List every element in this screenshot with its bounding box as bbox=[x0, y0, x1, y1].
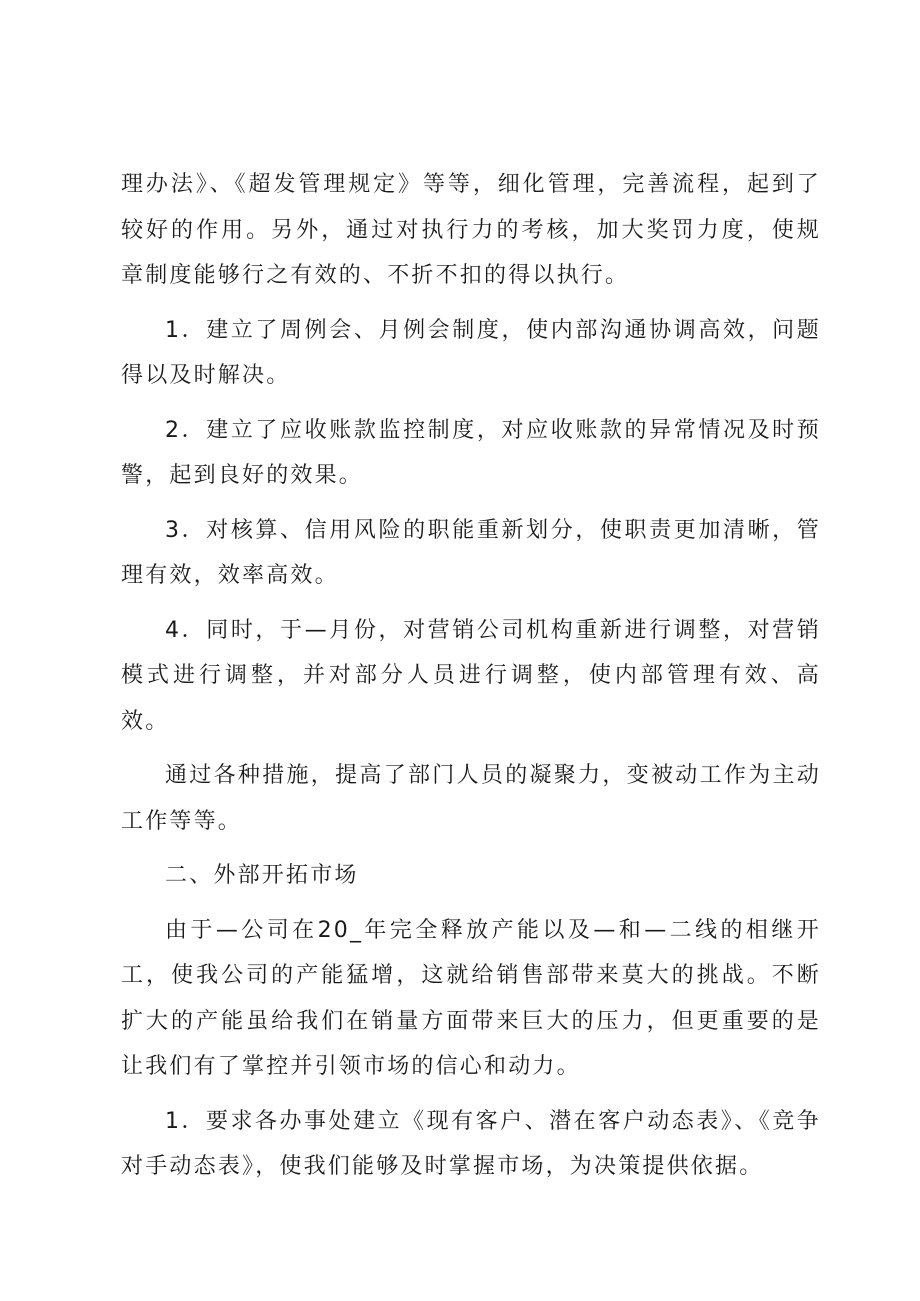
section-heading: 二、外部开拓市场 bbox=[165, 863, 359, 888]
paragraph-item-1b: 1．要求各办事处建立《现有客户、潜在客户动态表》、《竞争对手动态表》，使我们能够及时掌握市场，为决策提供依据。 bbox=[121, 1108, 821, 1179]
paragraph-item-1: 1．建立了周例会、月例会制度，使内部沟通协调高效，问题得以及时解决。 bbox=[121, 317, 821, 388]
paragraph-continued: 理办法》、《超发管理规定》等等，细化管理，完善流程，起到了较好的作用。另外，通过对执行力的考核，加大奖罚力度，使规章制度能够行之有效的、不折不扣的得以执行。 bbox=[121, 172, 821, 288]
paragraph-item-3: 3．对核算、信用风险的职能重新划分，使职责更加清晰，管理有效，效率高效。 bbox=[121, 517, 821, 588]
paragraph-item-2: 2．建立了应收账款监控制度，对应收账款的异常情况及时预警，起到良好的效果。 bbox=[121, 417, 821, 488]
document-body bbox=[121, 162, 821, 1199]
paragraph-intro: 由于—公司在20_年完全释放产能以及—和—二线的相继开工，使我公司的产能猛增，这就给销售部带来莫大的挑战。不断扩大的产能虽给我们在销量方面带来巨大的压力，但更重要的是让我们有了掌控并引领市场的信心和动力。 bbox=[121, 917, 821, 1079]
paragraph-item-4: 4．同时，于—月份，对营销公司机构重新进行调整，对营销模式进行调整，并对部分人员进行调整，使内部管理有效、高效。 bbox=[121, 617, 821, 734]
paragraph-summary: 通过各种措施，提高了部门人员的凝聚力，变被动工作为主动工作等等。 bbox=[121, 763, 821, 834]
